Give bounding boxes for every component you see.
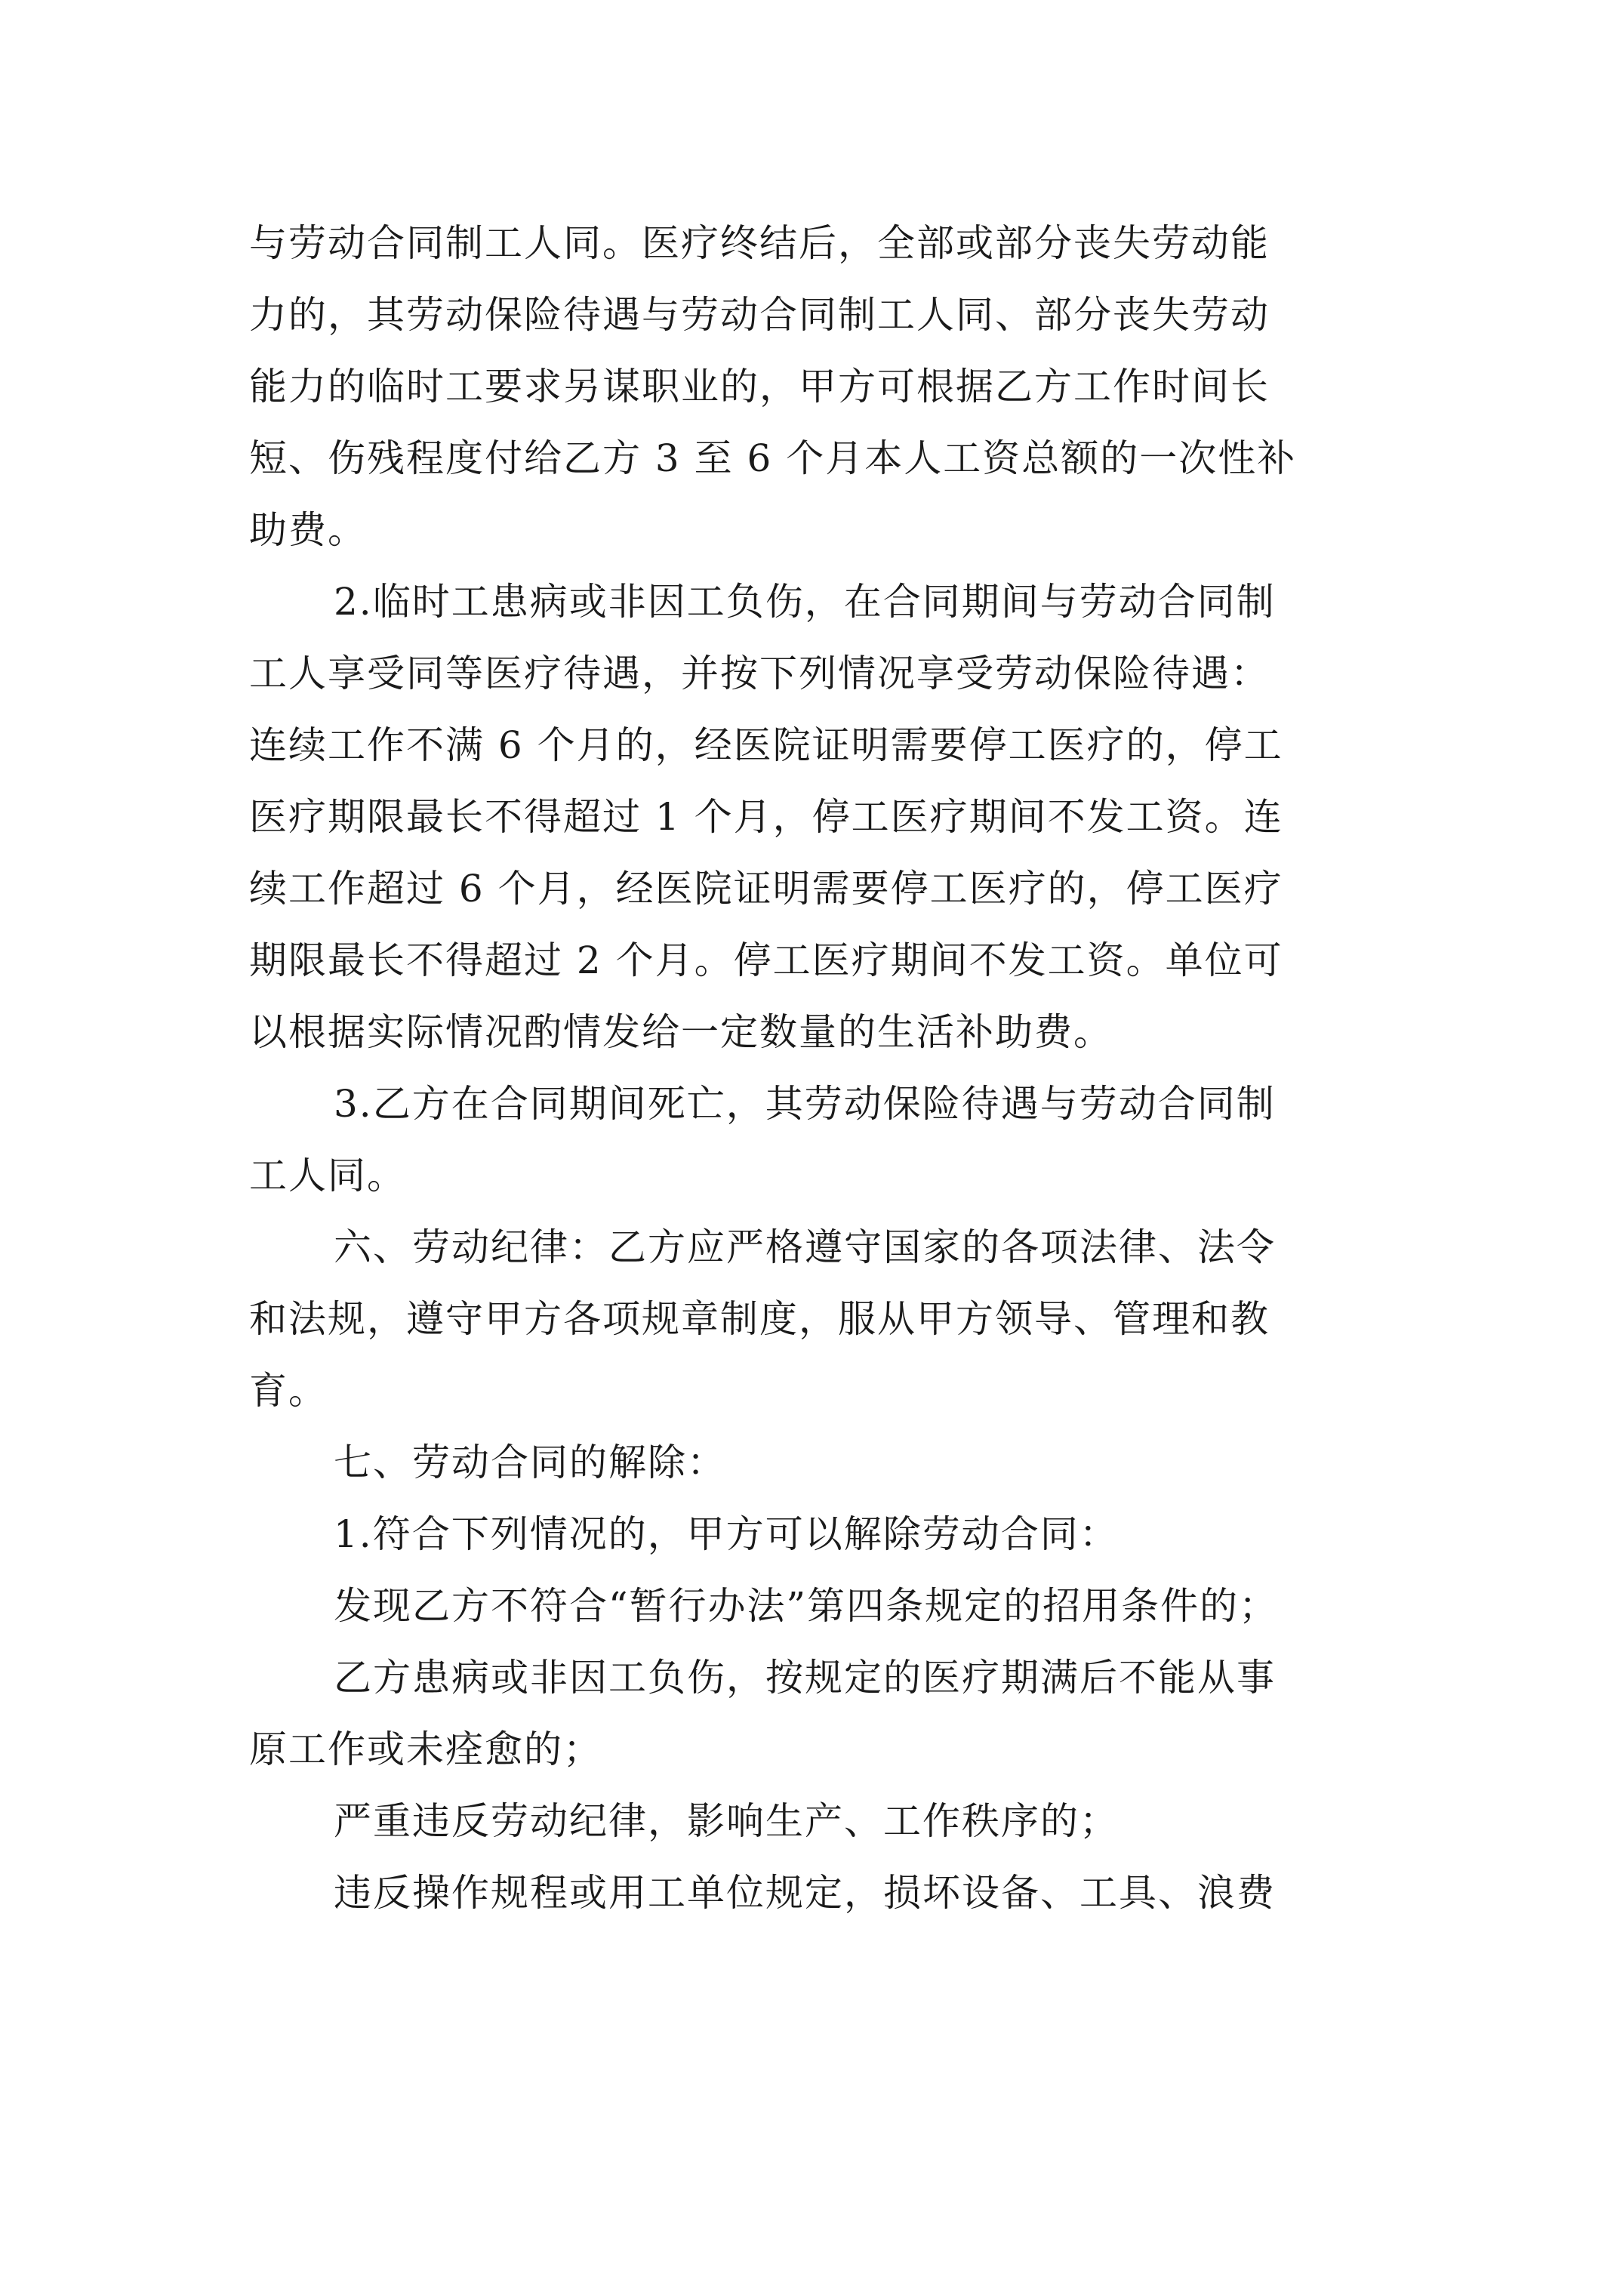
text-line: 六、劳动纪律：乙方应严格遵守国家的各项法律、法令	[334, 1225, 1276, 1269]
text-line: 2.临时工患病或非因工负伤，在合同期间与劳动合同制	[334, 580, 1276, 624]
text-line: 1.符合下列情况的，甲方可以解除劳动合同：	[334, 1512, 1119, 1556]
text-line: 力的，其劳动保险待遇与劳动合同制工人同、部分丧失劳动	[249, 293, 1270, 337]
text-line: 和法规，遵守甲方各项规章制度，服从甲方领导、管理和教	[249, 1297, 1270, 1341]
text-line: 能力的临时工要求另谋职业的，甲方可根据乙方工作时间长	[249, 365, 1270, 408]
text-line: 原工作或未痊愈的；	[249, 1727, 602, 1771]
text-line: 3.乙方在合同期间死亡，其劳动保险待遇与劳动合同制	[334, 1082, 1276, 1126]
text-line: 与劳动合同制工人同。医疗终结后，全部或部分丧失劳动能	[249, 221, 1270, 265]
text-line: 工人同。	[249, 1154, 406, 1197]
text-line: 期限最长不得超过 2 个月。停工医疗期间不发工资。单位可	[249, 938, 1283, 982]
text-line: 连续工作不满 6 个月的，经医院证明需要停工医疗的，停工	[249, 723, 1283, 767]
text-line: 工人享受同等医疗待遇，并按下列情况享受劳动保险待遇：	[249, 652, 1270, 695]
text-line: 违反操作规程或用工单位规定，损坏设备、工具、浪费	[334, 1871, 1276, 1915]
text-line: 医疗期限最长不得超过 1 个月，停工医疗期间不发工资。连	[249, 795, 1283, 839]
text-line: 七、劳动合同的解除：	[334, 1441, 726, 1484]
text-line: 短、伤残程度付给乙方 3 至 6 个月本人工资总额的一次性补	[249, 436, 1297, 480]
text-line: 续工作超过 6 个月，经医院证明需要停工医疗的，停工医疗	[249, 867, 1283, 911]
text-line: 育。	[249, 1369, 328, 1413]
text-line: 发现乙方不符合“暂行办法”第四条规定的招用条件的；	[334, 1584, 1279, 1628]
text-line: 助费。	[249, 508, 367, 552]
text-line: 乙方患病或非因工负伤，按规定的医疗期满后不能从事	[334, 1656, 1276, 1700]
text-line: 严重违反劳动纪律，影响生产、工作秩序的；	[334, 1799, 1119, 1843]
text-line: 以根据实际情况酌情发给一定数量的生活补助费。	[249, 1010, 1113, 1054]
